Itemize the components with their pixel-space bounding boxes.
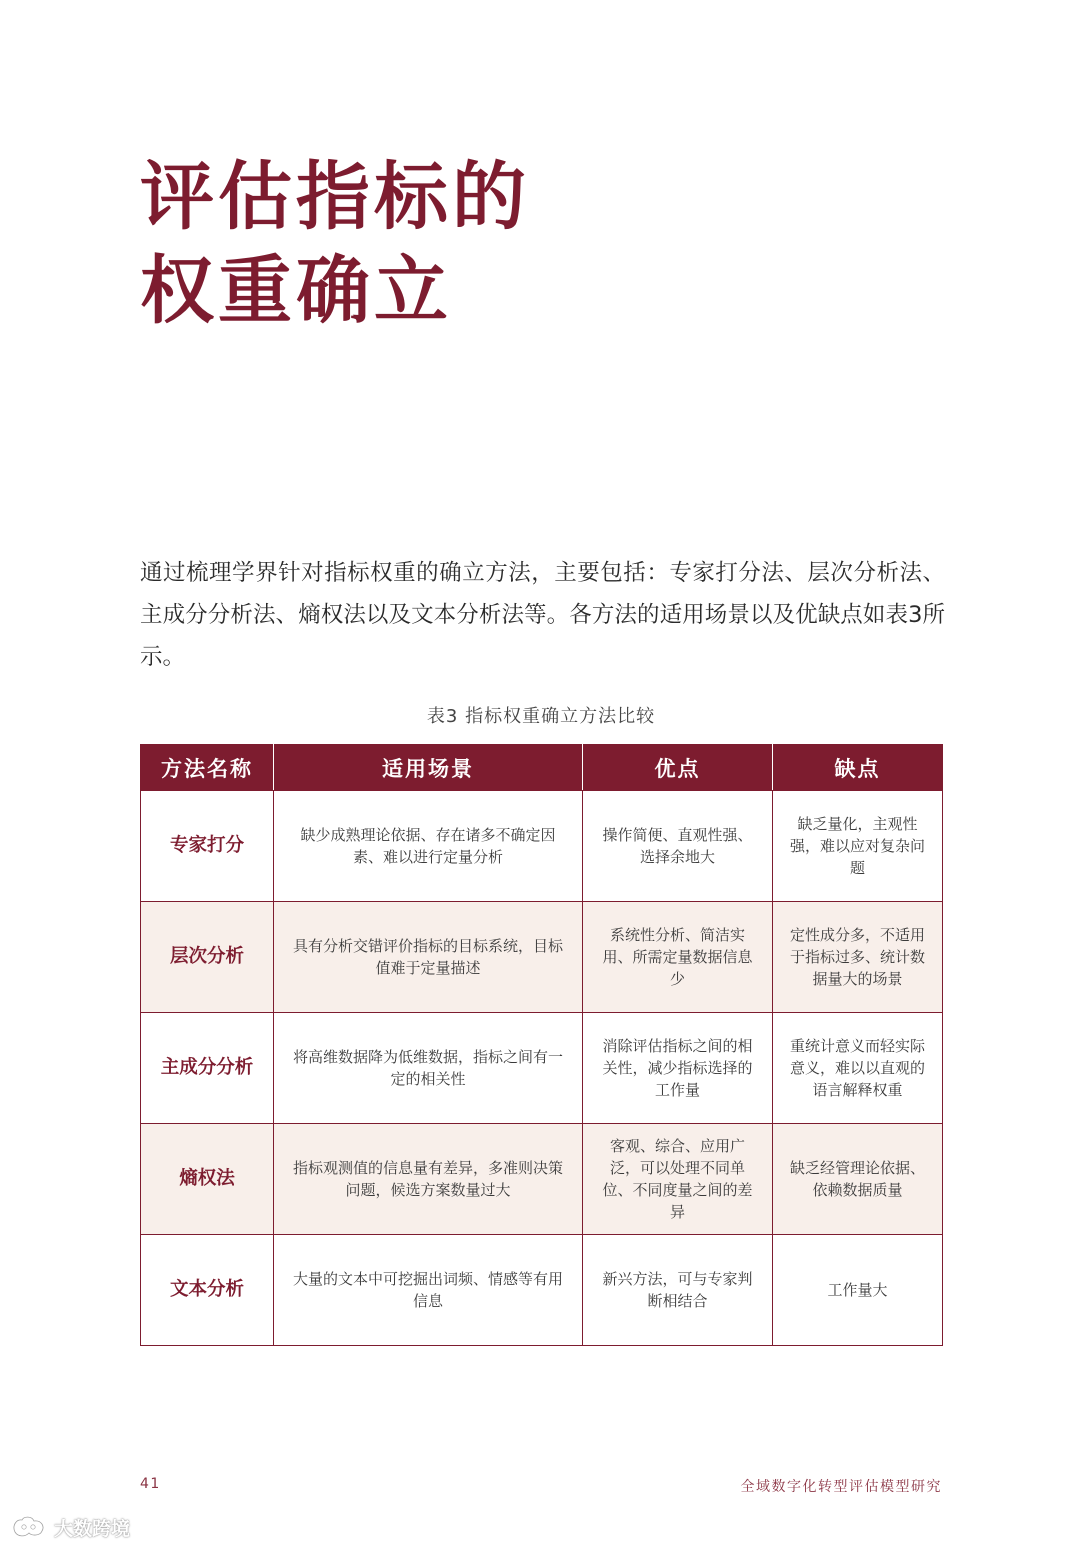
page-number: 41 (140, 1476, 161, 1492)
header-cons: 缺点 (773, 745, 943, 791)
pros-cell: 新兴方法，可与专家判断相结合 (583, 1235, 773, 1346)
intro-paragraph: 通过梳理学界针对指标权重的确立方法，主要包括：专家打分法、层次分析法、主成分分析法、熵权法以及文本分析法等。各方法的适用场景以及优缺点如表3所示。 (140, 560, 945, 670)
table-header-row (141, 745, 943, 791)
table-row (141, 902, 943, 1013)
scene-cell: 大量的文本中可挖掘出词频、情感等有用信息 (274, 1235, 583, 1346)
method-name: 层次分析 (141, 902, 274, 1013)
cons-cell: 工作量大 (773, 1235, 943, 1346)
table-row (141, 1235, 943, 1346)
cons-cell: 重统计意义而轻实际意义，难以以直观的语言解释权重 (773, 1013, 943, 1124)
header-pros: 优点 (583, 745, 773, 791)
pros-cell: 客观、综合、应用广泛，可以处理不同单位、不同度量之间的差异 (583, 1124, 773, 1235)
header-method: 方法名称 (141, 745, 274, 791)
cons-cell: 缺乏量化，主观性强，难以应对复杂问题 (773, 791, 943, 902)
table-row (141, 791, 943, 902)
scene-cell: 将高维数据降为低维数据，指标之间有一定的相关性 (274, 1013, 583, 1124)
title-line-2: 权重确立 (140, 248, 452, 334)
table-row (141, 1013, 943, 1124)
method-name: 文本分析 (141, 1235, 274, 1346)
scene-cell: 具有分析交错评价指标的目标系统，目标值难于定量描述 (274, 902, 583, 1013)
brand-logo-icon (10, 1514, 48, 1540)
scene-cell: 缺少成熟理论依据、存在诸多不确定因素、难以进行定量分析 (274, 791, 583, 902)
running-title: 全域数字化转型评估模型研究 (740, 1479, 942, 1495)
method-name: 熵权法 (141, 1124, 274, 1235)
table-caption: 表3 指标权重确立方法比较 (426, 706, 656, 727)
header-scene: 适用场景 (274, 745, 583, 791)
watermark-label: 大数跨境 (54, 1517, 131, 1540)
page-title (140, 150, 530, 338)
method-name: 主成分分析 (141, 1013, 274, 1124)
cons-cell: 定性成分多，不适用于指标过多、统计数据量大的场景 (773, 902, 943, 1013)
cons-cell: 缺乏经管理论依据、依赖数据质量 (773, 1124, 943, 1235)
pros-cell: 操作简便、直观性强、选择余地大 (583, 791, 773, 902)
watermark (10, 1511, 130, 1543)
scene-cell: 指标观测值的信息量有差异，多准则决策问题，候选方案数量过大 (274, 1124, 583, 1235)
pros-cell: 消除评估指标之间的相关性，减少指标选择的工作量 (583, 1013, 773, 1124)
comparison-table (140, 744, 943, 1346)
title-line-1: 评估指标的 (140, 154, 530, 240)
pros-cell: 系统性分析、简洁实用、所需定量数据信息少 (583, 902, 773, 1013)
table-row (141, 1124, 943, 1235)
method-name: 专家打分 (141, 791, 274, 902)
